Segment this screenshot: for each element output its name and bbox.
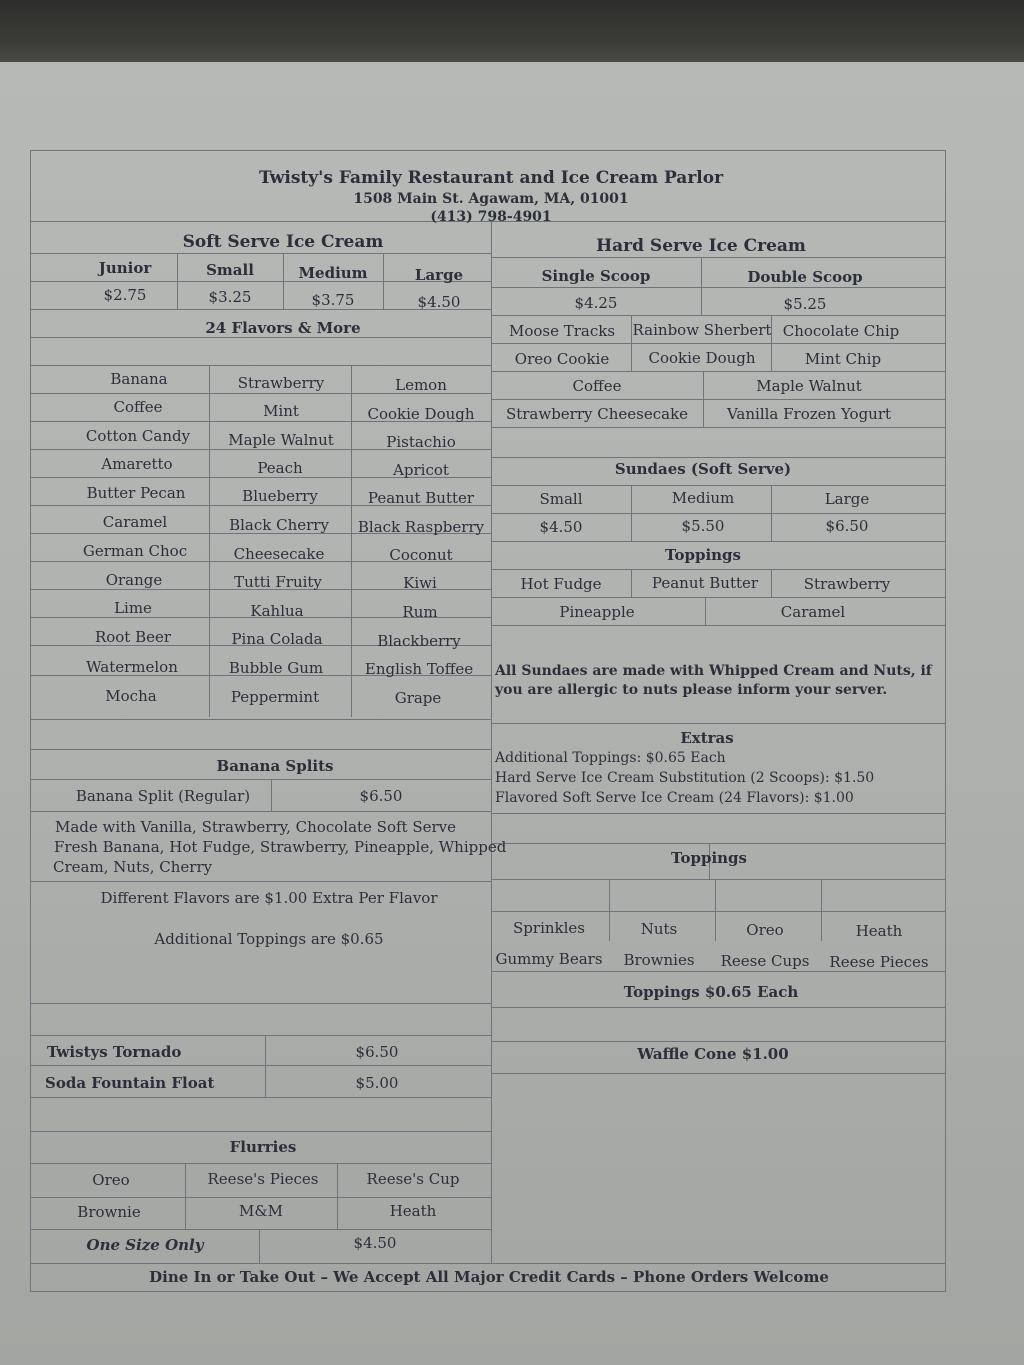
topping-item: Reese Pieces: [829, 953, 929, 971]
flavor-item: Kahlua: [250, 602, 304, 620]
flavor-item: Pistachio: [386, 433, 456, 451]
sundae-allergy-note: you are allergic to nuts please inform your server.: [495, 682, 888, 698]
flavor-item: Tutti Fruity: [234, 573, 322, 591]
banana-split-desc: Fresh Banana, Hot Fudge, Strawberry, Pineapple, Whipped: [54, 838, 507, 856]
sundae-size: Small: [539, 490, 583, 508]
toppings-title: Toppings: [671, 849, 747, 867]
topping-item: Brownies: [623, 951, 695, 969]
hard-flavor-item: Mint Chip: [804, 350, 882, 368]
sundae-topping-item: Caramel: [780, 603, 846, 621]
sundaes-title: Sundaes (Soft Serve): [614, 460, 792, 478]
flavor-item: Orange: [105, 571, 163, 589]
flavor-item: Banana: [110, 370, 168, 388]
extras-line: Flavored Soft Serve Ice Cream (24 Flavors): $1.00: [495, 790, 854, 806]
flavor-item: Bubble Gum: [228, 659, 324, 677]
flurries-title: Flurries: [229, 1138, 297, 1156]
restaurant-phone: (413) 798-4901: [430, 209, 552, 225]
flavor-item: Cheesecake: [233, 545, 325, 563]
hard-flavor-item: Maple Walnut: [756, 377, 862, 395]
hard-flavor-item: Rainbow Sherbert: [632, 321, 772, 339]
soft-serve-flavors-note: 24 Flavors & More: [205, 319, 361, 337]
soft-serve-title: Soft Serve Ice Cream: [182, 232, 384, 252]
hard-flavor-item: Oreo Cookie: [514, 350, 610, 368]
flavor-item: Peach: [257, 459, 303, 477]
flavor-item: Strawberry: [237, 374, 325, 392]
flavor-item: Coconut: [389, 546, 453, 564]
flurry-item: Brownie: [77, 1203, 141, 1221]
flavor-item: Lemon: [395, 376, 447, 394]
soft-serve-size: Large: [414, 266, 464, 284]
flavor-item: Coffee: [113, 398, 163, 416]
extras-line: Hard Serve Ice Cream Substitution (2 Scoops): $1.50: [495, 770, 875, 786]
restaurant-address: 1508 Main St. Agawam, MA, 01001: [353, 191, 629, 207]
flavor-item: Mint: [263, 402, 299, 420]
special-item-name: Twistys Tornado: [47, 1043, 182, 1061]
soft-serve-size: Junior: [98, 259, 152, 277]
flavor-item: Peppermint: [230, 688, 320, 706]
sundae-allergy-note: All Sundaes are made with Whipped Cream and Nuts, if: [495, 663, 932, 679]
special-item-price: $5.00: [355, 1074, 399, 1092]
hard-serve-size: Single Scoop: [541, 267, 651, 285]
topping-item: Gummy Bears: [495, 950, 603, 968]
menu-binder-frame: [0, 0, 1024, 70]
flavor-item: Kiwi: [403, 574, 437, 592]
hard-serve-price: $4.25: [574, 294, 618, 312]
hard-flavor-item: Coffee: [572, 377, 622, 395]
hard-flavor-item: Moose Tracks: [508, 322, 616, 340]
sundae-toppings-title: Toppings: [665, 546, 741, 564]
hard-serve-title: Hard Serve Ice Cream: [596, 236, 806, 256]
soft-serve-price: $2.75: [103, 286, 147, 304]
sundae-topping-item: Strawberry: [803, 575, 891, 593]
extras-title: Extras: [680, 729, 734, 747]
sundae-price: $6.50: [825, 517, 869, 535]
banana-split-item: Banana Split (Regular): [75, 787, 251, 805]
flavor-item: Amaretto: [101, 455, 173, 473]
banana-split-price: $6.50: [359, 787, 403, 805]
flavor-item: Apricot: [393, 461, 449, 479]
flavor-item: Root Beer: [94, 628, 172, 646]
flurry-item: Oreo: [92, 1171, 130, 1189]
banana-splits-title: Banana Splits: [216, 757, 334, 775]
flavor-item: Butter Pecan: [86, 484, 186, 502]
topping-item: Nuts: [640, 920, 678, 938]
hard-flavor-item: Chocolate Chip: [782, 322, 900, 340]
waffle-cone: Waffle Cone $1.00: [637, 1045, 789, 1063]
soft-serve-price: $3.25: [208, 288, 252, 306]
flavor-item: Grape: [394, 689, 442, 707]
banana-split-flavor-note: Different Flavors are $1.00 Extra Per Flavor: [100, 889, 438, 907]
flavor-item: Pina Colada: [231, 630, 323, 648]
topping-item: Heath: [855, 922, 903, 940]
hard-flavor-item: Strawberry Cheesecake: [505, 405, 689, 423]
flavor-item: Black Raspberry: [357, 518, 485, 536]
special-item-name: Soda Fountain Float: [45, 1074, 215, 1092]
flavor-item: Mocha: [105, 687, 157, 705]
soft-serve-size: Medium: [298, 264, 368, 282]
banana-split-topping-note: Additional Toppings are $0.65: [154, 930, 384, 948]
sundae-topping-item: Peanut Butter: [651, 574, 759, 592]
sundae-price: $4.50: [539, 518, 583, 536]
menu-sheet: [30, 150, 946, 1292]
flavor-item: Blueberry: [242, 487, 318, 505]
hard-serve-size: Double Scoop: [747, 268, 863, 286]
flavor-item: Black Cherry: [229, 516, 329, 534]
flavor-item: Blackberry: [377, 632, 461, 650]
flurry-size: One Size Only: [86, 1236, 204, 1254]
flavor-item: Maple Walnut: [228, 431, 334, 449]
menu-footer: Dine In or Take Out – We Accept All Major Credit Cards – Phone Orders Welcome: [149, 1268, 829, 1286]
flurry-item: M&M: [238, 1202, 284, 1220]
flavor-item: Watermelon: [86, 658, 178, 676]
special-item-price: $6.50: [355, 1043, 399, 1061]
topping-item: Sprinkles: [513, 919, 585, 937]
soft-serve-size: Small: [206, 261, 254, 279]
soft-serve-price: $3.75: [311, 291, 355, 309]
flavor-item: Caramel: [102, 513, 168, 531]
flavor-item: Lime: [114, 599, 152, 617]
flurry-item: Heath: [389, 1202, 437, 1220]
flavor-item: Cookie Dough: [367, 405, 475, 423]
toppings-price: Toppings $0.65 Each: [623, 983, 799, 1001]
hard-flavor-item: Cookie Dough: [648, 349, 756, 367]
flurry-price: $4.50: [353, 1234, 397, 1252]
topping-item: Oreo: [746, 921, 784, 939]
flavor-item: Cotton Candy: [85, 427, 191, 445]
flavor-item: Rum: [402, 603, 438, 621]
sundae-size: Medium: [671, 489, 735, 507]
banana-split-desc: Cream, Nuts, Cherry: [53, 858, 213, 876]
hard-serve-price: $5.25: [783, 295, 827, 313]
flavor-item: Peanut Butter: [367, 489, 475, 507]
topping-item: Reese Cups: [720, 952, 810, 970]
flurry-item: Reese's Pieces: [207, 1170, 319, 1188]
flavor-item: English Toffee: [364, 660, 474, 678]
sundae-topping-item: Pineapple: [559, 603, 635, 621]
sundae-size: Large: [824, 490, 870, 508]
extras-line: Additional Toppings: $0.65 Each: [495, 750, 726, 766]
flurry-item: Reese's Cup: [366, 1170, 460, 1188]
banana-split-desc: Made with Vanilla, Strawberry, Chocolate Soft Serve: [55, 818, 457, 836]
restaurant-name: Twisty's Family Restaurant and Ice Cream Parlor: [258, 168, 724, 188]
hard-flavor-item: Vanilla Frozen Yogurt: [726, 405, 892, 423]
sundae-price: $5.50: [681, 517, 725, 535]
sundae-topping-item: Hot Fudge: [520, 575, 602, 593]
soft-serve-price: $4.50: [417, 293, 461, 311]
flavor-item: German Choc: [82, 542, 188, 560]
